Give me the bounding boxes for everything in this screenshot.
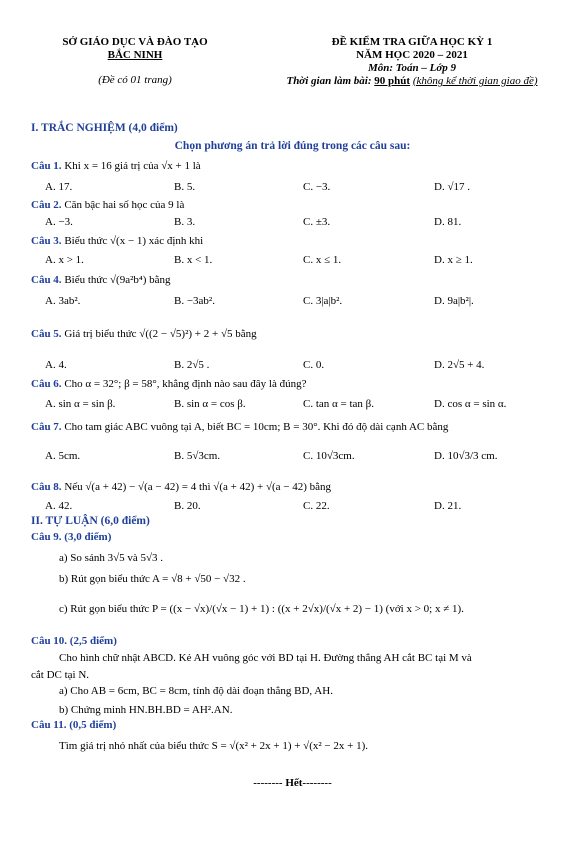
province-name: BẮC NINH (107, 49, 163, 61)
time-note: (không kể thời gian giao đề) (412, 75, 538, 87)
q5-option-c: C. 0. (303, 359, 325, 371)
question-5 (31, 328, 257, 340)
department-name: SỞ GIÁO DỤC VÀ ĐÀO TẠO (62, 36, 208, 48)
section-1-instruction: Chọn phương án trả lời đúng trong các câu sau: (174, 140, 411, 152)
q10-part-a: a) Cho AB = 6cm, BC = 8cm, tính độ dài đoạn thẳng BD, AH. (59, 685, 333, 697)
q2-option-d: D. 81. (434, 216, 462, 228)
q5-option-a: A. 4. (45, 359, 67, 371)
q4-option-d: D. 9a|b²|. (434, 295, 474, 307)
q6-option-b: B. sin α = cos β. (174, 398, 246, 410)
q7-option-d: D. 10√3/3 cm. (434, 450, 498, 462)
question-text: Biểu thức √(9a²b⁴) bằng (64, 274, 171, 286)
time-value: 90 phút (374, 75, 411, 87)
q3-option-c: C. x ≤ 1. (303, 254, 342, 266)
question-text: Căn bậc hai số học của 9 là (64, 199, 185, 211)
q7-option-a: A. 5cm. (45, 450, 81, 462)
question-3 (31, 235, 203, 247)
q3-option-a: A. x > 1. (45, 254, 84, 266)
header-left (40, 36, 230, 87)
q8-option-b: B. 20. (174, 500, 201, 512)
question-text: Cho tam giác ABC vuông tại A, biết BC = 10cm; B = 30°. Khi đó độ dài cạnh AC bằng (64, 421, 449, 433)
q6-option-c: C. tan α = tan β. (303, 398, 375, 410)
q10-part-b: b) Chứng minh HN.BH.BD = AH².AN. (59, 704, 233, 716)
question-label: Câu 3. (31, 235, 62, 247)
time-line (262, 75, 562, 88)
q5-option-d: D. 2√5 + 4. (434, 359, 485, 371)
q2-option-c: C. ±3. (303, 216, 331, 228)
subject-value: Toán – Lớp 9 (395, 62, 456, 74)
q6-option-a: A. sin α = sin β. (45, 398, 116, 410)
time-label: Thời gian làm bài: (286, 75, 372, 87)
q5-option-b: B. 2√5 . (174, 359, 210, 371)
header-right (262, 36, 562, 88)
q8-option-d: D. 21. (434, 500, 462, 512)
question-label: Câu 5. (31, 328, 62, 340)
q10-intro-line-1: Cho hình chữ nhật ABCD. Kẻ AH vuông góc với BD tại H. Đường thẳng AH cắt BC tại M và (59, 652, 472, 664)
question-label: Câu 11. (0,5 điểm) (31, 719, 117, 731)
q9-part-b: b) Rút gọn biểu thức A = √8 + √50 − √32 . (59, 573, 246, 585)
q4-option-c: C. 3|a|b². (303, 295, 343, 307)
section-1-title: I. TRẮC NGHIỆM (4,0 điểm) (31, 122, 178, 134)
q2-option-a: A. −3. (45, 216, 73, 228)
question-8 (31, 481, 331, 493)
q1-option-b: B. 5. (174, 181, 196, 193)
question-label: Câu 8. (31, 481, 62, 493)
question-label: Câu 7. (31, 421, 62, 433)
q8-option-c: C. 22. (303, 500, 330, 512)
question-label: Câu 10. (2,5 điểm) (31, 635, 117, 647)
q9-part-c: c) Rút gọn biểu thức P = ((x − √x)/(√x − 1) + 1) : ((x + 2√x)/(√x + 2) − 1) (với x > 0; x ≠ 1). (59, 603, 464, 615)
question-label: Câu 4. (31, 274, 62, 286)
section-2-title: II. TỰ LUẬN (6,0 điểm) (31, 515, 150, 527)
q8-option-a: A. 42. (45, 500, 73, 512)
subject-label: Môn: (367, 62, 394, 74)
q7-option-b: B. 5√3cm. (174, 450, 221, 462)
school-year: NĂM HỌC 2020 – 2021 (356, 49, 468, 61)
question-2 (31, 199, 184, 211)
q4-option-b: B. −3ab². (174, 295, 215, 307)
q6-option-d: D. cos α = sin α. (434, 398, 507, 410)
question-11 (31, 719, 116, 731)
question-10 (31, 635, 117, 647)
page-count-note: (Đề có 01 trang) (98, 74, 172, 86)
q3-option-d: D. x ≥ 1. (434, 254, 473, 266)
question-7 (31, 421, 448, 433)
end-marker: -------- Hết-------- (253, 777, 332, 789)
q1-option-d: D. √17 . (434, 181, 470, 193)
question-text: Cho α = 32°; β = 58°, khẳng định nào sau đây là đúng? (64, 378, 307, 390)
question-text: Biểu thức √(x − 1) xác định khi (64, 235, 204, 247)
q2-option-b: B. 3. (174, 216, 196, 228)
q9-part-a: a) So sánh 3√5 và 5√3 . (59, 552, 164, 564)
question-9 (31, 531, 111, 543)
question-text: Nếu √(a + 42) − √(a − 42) = 4 thì √(a + 42) + √(a − 42) bằng (64, 481, 332, 493)
question-label: Câu 6. (31, 378, 62, 390)
question-text: Giá trị biểu thức √((2 − √5)²) + 2 + √5 bằng (64, 328, 257, 340)
q4-option-a: A. 3ab². (45, 295, 81, 307)
question-label: Câu 9. (3,0 điểm) (31, 531, 112, 543)
q11-text: Tìm giá trị nhỏ nhất của biểu thức S = √(x² + 2x + 1) + √(x² − 2x + 1). (59, 740, 368, 752)
question-4 (31, 274, 171, 286)
q1-option-c: C. −3. (303, 181, 331, 193)
q7-option-c: C. 10√3cm. (303, 450, 355, 462)
exam-title: ĐỀ KIỂM TRA GIỮA HỌC KỲ 1 (331, 36, 493, 48)
question-label: Câu 1. (31, 160, 62, 172)
q3-option-b: B. x < 1. (174, 254, 213, 266)
question-text: Khi x = 16 giá trị của √x + 1 là (64, 160, 201, 172)
q10-intro-line-2: cắt DC tại N. (31, 669, 90, 681)
q1-option-a: A. 17. (45, 181, 73, 193)
question-1 (31, 160, 201, 172)
question-6 (31, 378, 306, 390)
subject-line (262, 62, 562, 75)
question-label: Câu 2. (31, 199, 62, 211)
